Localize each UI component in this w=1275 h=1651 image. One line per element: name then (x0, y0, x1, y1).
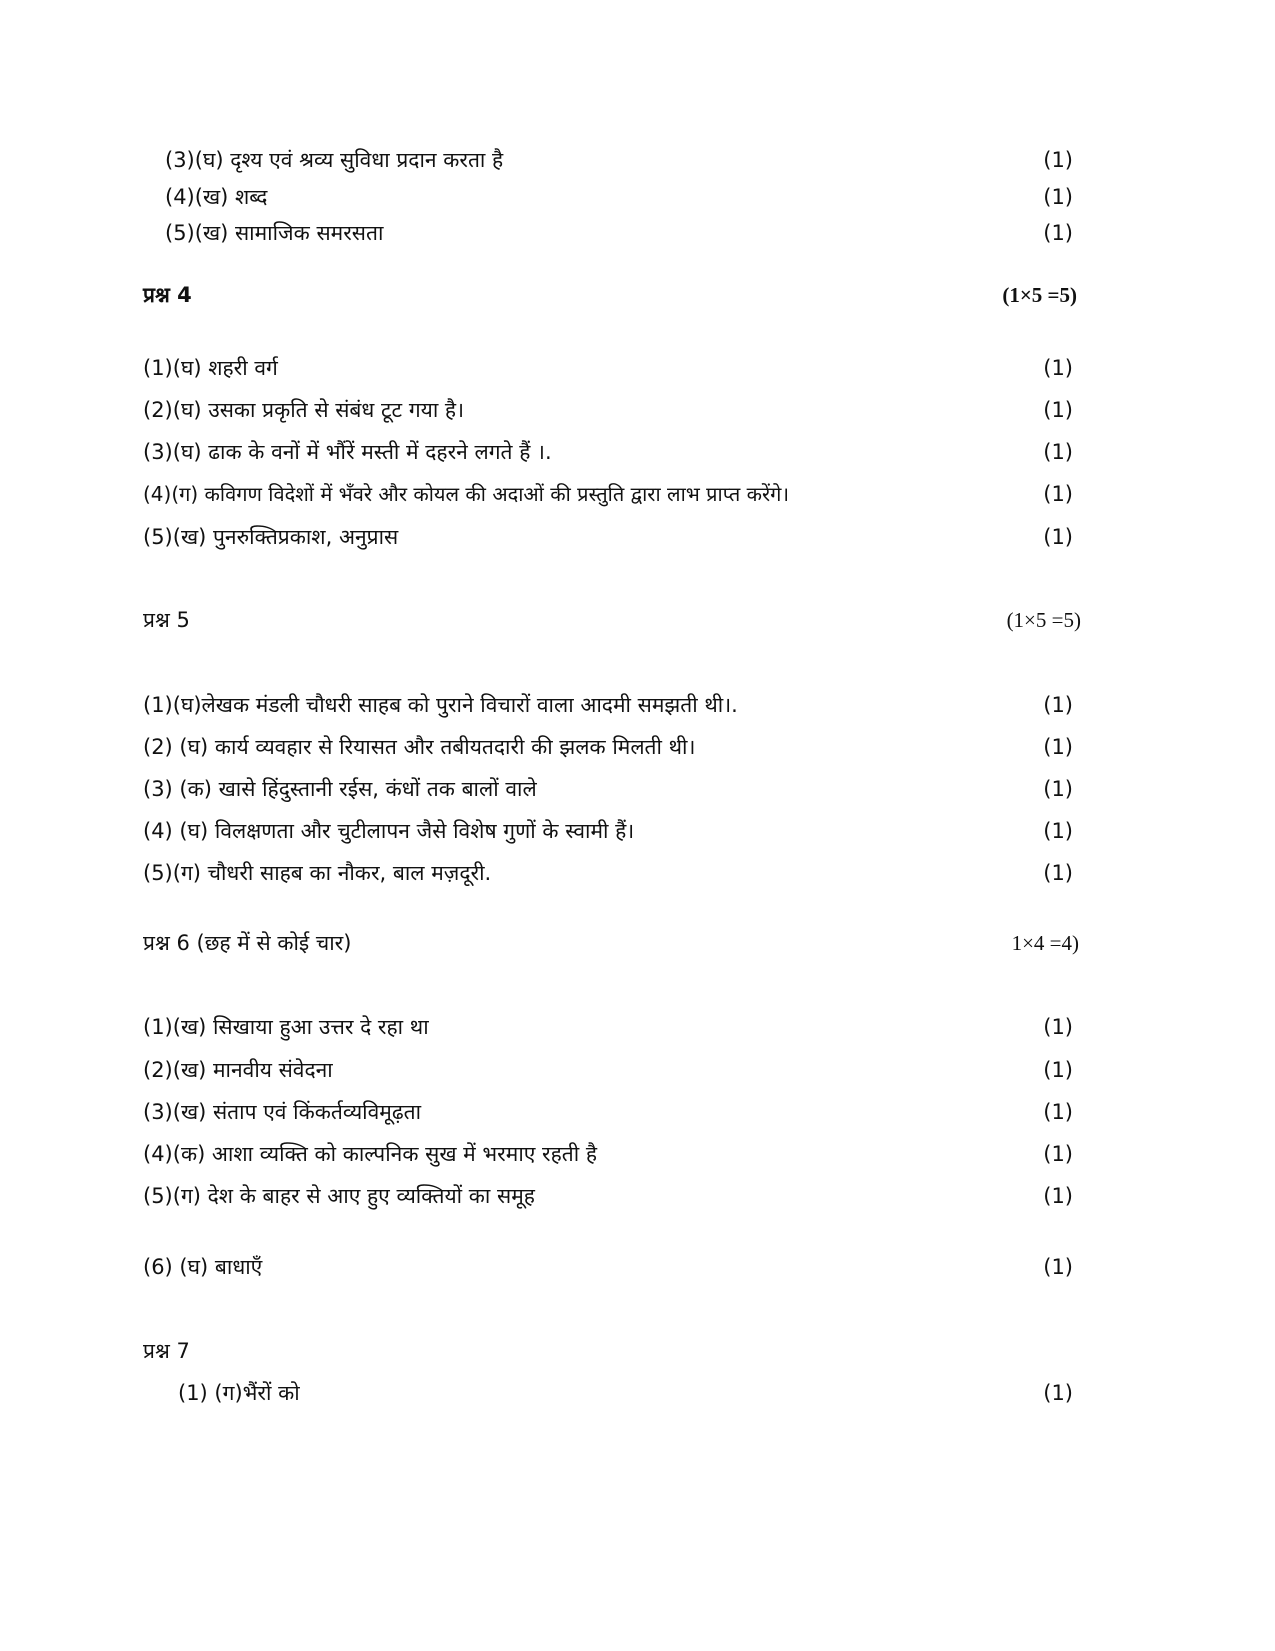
q3-answer-3: (3)(घ) दृश्य एवं श्रव्य सुविधा प्रदान करता है (165, 148, 504, 172)
q4-answer-1: (1)(घ) शहरी वर्ग (143, 356, 278, 380)
q4-mark-3: (1) (1043, 440, 1073, 464)
q4-total: (1×5 =5) (1002, 283, 1077, 307)
q5-mark-5: (1) (1043, 861, 1073, 885)
q5-answer-3: (3) (क) खासे हिंदुस्तानी रईस, कंधों तक बालों वाले (143, 777, 537, 801)
q6-mark-2: (1) (1043, 1058, 1073, 1082)
q5-mark-1: (1) (1043, 693, 1073, 717)
q4-mark-4: (1) (1043, 482, 1073, 506)
q6-mark-6: (1) (1043, 1255, 1073, 1279)
q6-mark-4: (1) (1043, 1142, 1073, 1166)
q3-mark-3: (1) (1043, 148, 1073, 172)
q4-mark-5: (1) (1043, 525, 1073, 549)
q6-answer-2: (2)(ख) मानवीय संवेदना (143, 1058, 333, 1082)
q7-title: प्रश्न 7 (143, 1339, 190, 1363)
q6-answer-6: (6) (घ) बाधाएँ (143, 1255, 263, 1279)
q6-answer-3: (3)(ख) संताप एवं किंकर्तव्यविमूढ़ता (143, 1100, 422, 1124)
q3-answer-5: (5)(ख) सामाजिक समरसता (165, 221, 384, 245)
q4-answer-4: (4)(ग) कविगण विदेशों में भँवरे और कोयल की अदाओं की प्रस्तुति द्वारा लाभ प्राप्त करेंगे। (143, 482, 790, 506)
q6-mark-5: (1) (1043, 1184, 1073, 1208)
q5-answer-2: (2) (घ) कार्य व्यवहार से रियासत और तबीयतदारी की झलक मिलती थी। (143, 735, 696, 759)
q5-mark-3: (1) (1043, 777, 1073, 801)
q5-answer-1: (1)(घ)लेखक मंडली चौधरी साहब को पुराने विचारों वाला आदमी समझती थी।. (143, 693, 738, 717)
q6-mark-3: (1) (1043, 1100, 1073, 1124)
q3-mark-5: (1) (1043, 221, 1073, 245)
q5-answer-4: (4) (घ) विलक्षणता और चुटीलापन जैसे विशेष गुणों के स्वामी हैं। (143, 819, 635, 843)
q5-answer-5: (5)(ग) चौधरी साहब का नौकर, बाल मज़दूरी. (143, 861, 492, 885)
q3-mark-4: (1) (1043, 185, 1073, 209)
q5-title: प्रश्न 5 (143, 608, 190, 632)
q4-answer-5: (5)(ख) पुनरुक्तिप्रकाश, अनुप्रास (143, 525, 399, 549)
q5-mark-4: (1) (1043, 819, 1073, 843)
q4-answer-2: (2)(घ) उसका प्रकृति से संबंध टूट गया है। (143, 398, 465, 422)
q6-total: 1×4 =4) (1011, 931, 1079, 955)
q4-answer-3: (3)(घ) ढाक के वनों में भौंरें मस्ती में दहरने लगते हैं ।. (143, 440, 552, 464)
q4-mark-2: (1) (1043, 398, 1073, 422)
q5-mark-2: (1) (1043, 735, 1073, 759)
q4-title: प्रश्न 4 (143, 283, 192, 307)
q6-answer-5: (5)(ग) देश के बाहर से आए हुए व्यक्तियों का समूह (143, 1184, 535, 1208)
q6-answer-4: (4)(क) आशा व्यक्ति को काल्पनिक सुख में भरमाए रहती है (143, 1142, 598, 1166)
q6-answer-1: (1)(ख) सिखाया हुआ उत्तर दे रहा था (143, 1015, 429, 1039)
q5-total: (1×5 =5) (1006, 608, 1081, 632)
q6-title: प्रश्न 6 (छह में से कोई चार) (143, 931, 352, 955)
q6-mark-1: (1) (1043, 1015, 1073, 1039)
q4-mark-1: (1) (1043, 356, 1073, 380)
q3-answer-4: (4)(ख) शब्द (165, 185, 268, 209)
q7-mark-1: (1) (1043, 1381, 1073, 1405)
q7-answer-1: (1) (ग)भैंरों को (178, 1381, 300, 1405)
